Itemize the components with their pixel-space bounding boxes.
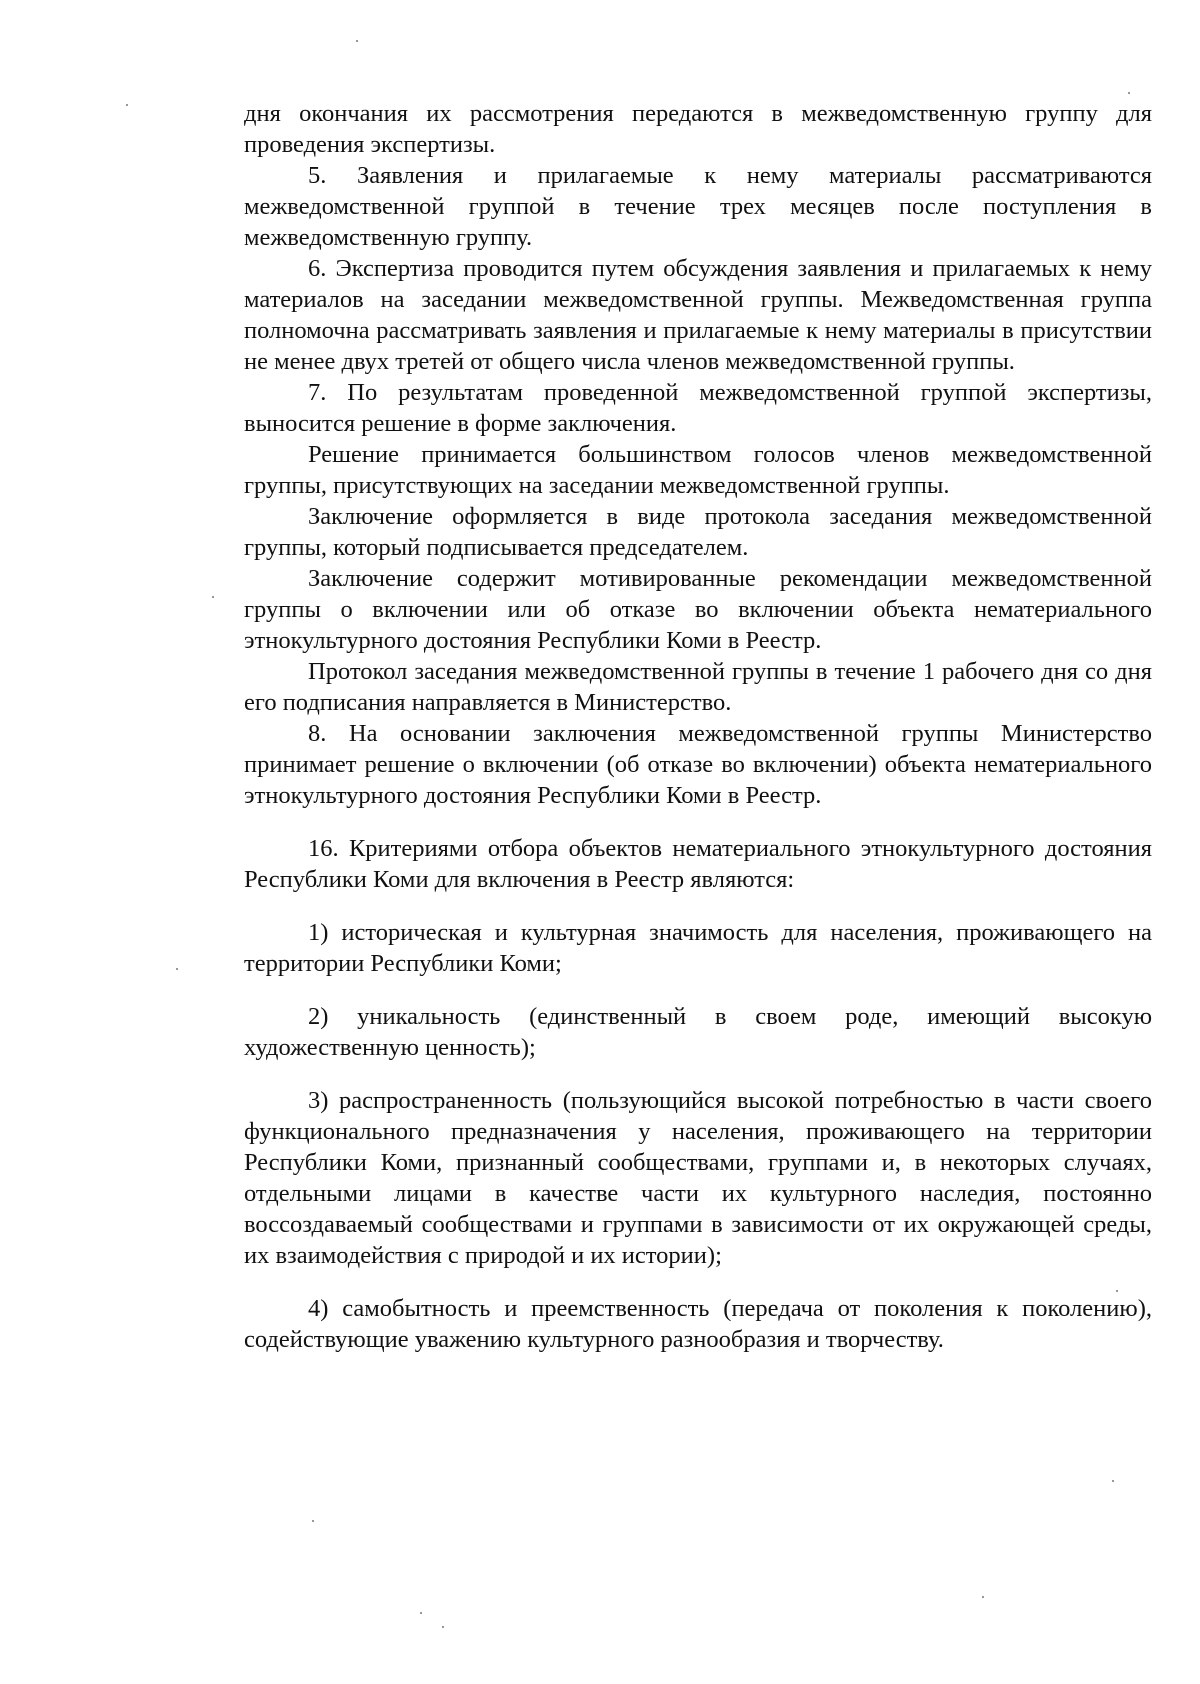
paragraph-item-8: 8. На основании заключения межведомственной группы Министерство принимает решение о включении (об отказе во включении) объекта нематериального этнокультурного достояния Республики Коми в Реестр.: [244, 720, 1152, 809]
criterion-3: 3) распространенность (пользующийся высокой потребностью в части своего функционального предназначения у населения, проживающего на территории Республики Коми, признанный сообществами, группами и, в некоторых случаях, отдельными лицами в качестве части их культурного наследия, постоянно воссоздаваемый сообществами и группами в зависимости от их окружающей среды, их взаимодействия с природой и их истории);: [244, 1087, 1152, 1269]
scan-speck: [1116, 1290, 1118, 1292]
scan-speck: [212, 596, 214, 598]
paragraph-conclusion-content: Заключение содержит мотивированные рекомендации межведомственной группы о включении или об отказе во включении объекта нематериального этнокультурного достояния Республики Коми в Реестр.: [244, 565, 1152, 654]
section-gap: [244, 1063, 1152, 1085]
scan-speck: [982, 1596, 984, 1598]
scan-speck: [1128, 92, 1130, 94]
section-gap: [244, 895, 1152, 917]
section-gap: [244, 811, 1152, 833]
paragraph-protocol: Протокол заседания межведомственной группы в течение 1 рабочего дня со дня его подписания направляется в Министерство.: [244, 658, 1152, 716]
section-gap: [244, 979, 1152, 1001]
paragraph-decision: Решение принимается большинством голосов членов межведомственной группы, присутствующих на заседании межведомственной группы.: [244, 441, 1152, 499]
paragraph-item-16: 16. Критериями отбора объектов нематериального этнокультурного достояния Республики Коми для включения в Реестр являются:: [244, 835, 1152, 893]
scan-speck: [356, 40, 358, 42]
section-gap: [244, 1271, 1152, 1293]
criterion-2: 2) уникальность (единственный в своем роде, имеющий высокую художественную ценность);: [244, 1003, 1152, 1061]
criterion-4: 4) самобытность и преемственность (передача от поколения к поколению), содействующие уважению культурного разнообразия и творчеству.: [244, 1295, 1152, 1353]
scan-speck: [1112, 1480, 1114, 1482]
paragraph-conclusion-format: Заключение оформляется в виде протокола заседания межведомственной группы, который подписывается председателем.: [244, 503, 1152, 561]
scan-speck: [176, 968, 178, 970]
criterion-1: 1) историческая и культурная значимость для населения, проживающего на территории Республики Коми;: [244, 919, 1152, 977]
paragraph-item-7: 7. По результатам проведенной межведомственной группой экспертизы, выносится решение в форме заключения.: [244, 379, 1152, 437]
document-body: [244, 98, 1152, 1355]
scan-speck: [312, 1520, 314, 1522]
scan-speck: [442, 1626, 444, 1628]
scan-speck: [420, 1612, 422, 1614]
scan-speck: [126, 104, 128, 106]
paragraph-item-6: 6. Экспертиза проводится путем обсуждения заявления и прилагаемых к нему материалов на заседании межведомственной группы. Межведомственная группа полномочна рассматривать заявления и прилагаемые к нему материалы в присутствии не менее двух третей от общего числа членов межведомственной группы.: [244, 255, 1152, 375]
paragraph-item-5: 5. Заявления и прилагаемые к нему материалы рассматриваются межведомственной группой в течение трех месяцев после поступления в межведомственную группу.: [244, 162, 1152, 251]
paragraph-continuation: дня окончания их рассмотрения передаются в межведомственную группу для проведения экспертизы.: [244, 100, 1152, 158]
